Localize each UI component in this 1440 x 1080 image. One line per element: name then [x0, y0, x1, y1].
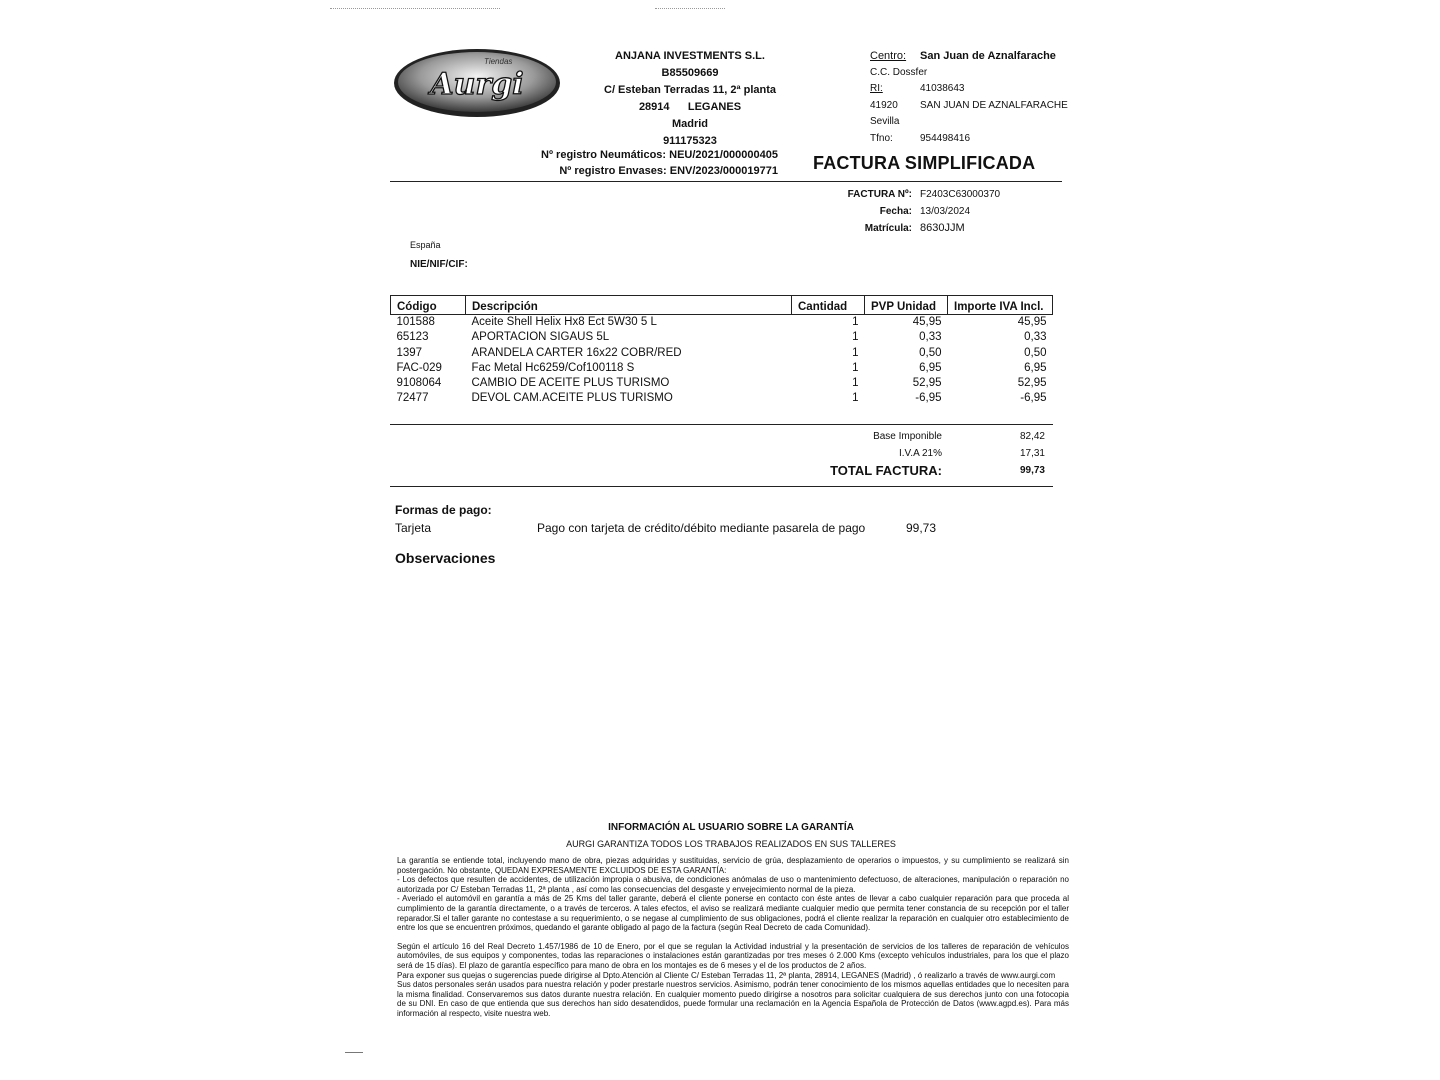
table-row [391, 391, 1053, 406]
row-cantidad: 1 [852, 392, 859, 405]
col-codigo: Código [391, 296, 466, 315]
row-codigo: 9108064 [396, 377, 442, 390]
aurgi-logo [392, 42, 562, 120]
factura-label: FACTURA Nº: [847, 189, 912, 200]
col-descripcion: Descripción [466, 296, 792, 315]
company-city: 28914 LEGANES [638, 101, 742, 113]
garantia-title: INFORMACIÓN AL USUARIO SOBRE LA GARANTÍA [608, 822, 854, 833]
observaciones-title: Observaciones [395, 550, 496, 566]
scan-artifact-top-2 [655, 8, 725, 9]
tfno-value: 954498416 [920, 132, 971, 144]
row-importe: 45,95 [1017, 316, 1047, 328]
row-descripcion: DEVOL CAM.ACEITE PLUS TURISMO [471, 392, 673, 405]
table-row [391, 315, 1053, 331]
logo-text: Aurgi [430, 67, 524, 102]
company-name: ANJANA INVESTMENTS S.L. [615, 50, 765, 62]
row-cantidad: 1 [852, 316, 859, 328]
centro-province: Sevilla [870, 116, 900, 127]
table-row [391, 346, 1053, 361]
reg-envases: Nº registro Envases: ENV/2023/000019771 [559, 165, 778, 177]
header-divider [390, 181, 1062, 182]
table-row [391, 376, 1053, 391]
row-descripcion: Fac Metal Hc6259/Cof100118 S [471, 361, 635, 374]
row-pvp: 0,33 [919, 331, 942, 344]
row-importe: 0,33 [1024, 331, 1047, 344]
row-pvp: 52,95 [912, 377, 942, 390]
centro-label: Centro: [870, 50, 907, 62]
company-address: C/ Esteban Terradas 11, 2ª planta [604, 84, 776, 96]
centro-block [870, 48, 1068, 147]
row-pvp: 45,95 [912, 316, 942, 328]
table-row [391, 330, 1053, 345]
logo-small-text: Tiendas [484, 57, 513, 66]
ri-label: RI: [870, 83, 883, 94]
total-value: 99,73 [1019, 465, 1045, 476]
row-descripcion: CAMBIO DE ACEITE PLUS TURISMO [471, 377, 670, 390]
row-pvp: 6,95 [919, 361, 942, 374]
row-codigo: FAC-029 [396, 361, 442, 374]
matricula-value: 8630JJM [920, 222, 965, 234]
base-label: Base Imponible [873, 431, 942, 442]
pago-title: Formas de pago: [395, 503, 492, 517]
items-table [390, 295, 1053, 407]
row-descripcion: Aceite Shell Helix Hx8 Ect 5W30 5 L [471, 316, 657, 328]
company-cif: B85509669 [661, 67, 719, 79]
scan-artifact-bottom [345, 1052, 363, 1053]
row-codigo: 72477 [396, 392, 429, 405]
table-row [391, 361, 1053, 376]
row-importe: -6,95 [1020, 392, 1047, 405]
row-codigo: 101588 [396, 316, 435, 328]
garantia-subtitle: AURGI GARANTIZA TODOS LOS TRABAJOS REALIZADOS EN SUS TALLERES [566, 839, 896, 849]
cliente-pais: España [410, 240, 441, 250]
row-importe: 0,50 [1024, 346, 1047, 359]
col-cantidad: Cantidad [792, 296, 865, 315]
company-phone: 911175323 [663, 135, 717, 147]
total-label: TOTAL FACTURA: [830, 463, 942, 478]
reg-neumaticos: Nº registro Neumáticos: NEU/2021/000000405 [541, 149, 778, 161]
row-importe: 52,95 [1017, 377, 1047, 390]
table-bottom-divider [390, 424, 1053, 425]
document-title: FACTURA SIMPLIFICADA [813, 153, 1036, 173]
fecha-label: Fecha: [879, 206, 912, 217]
totals-divider [390, 486, 1053, 487]
row-descripcion: APORTACION SIGAUS 5L [471, 331, 610, 344]
row-pvp: 0,50 [919, 346, 942, 359]
row-cantidad: 1 [852, 361, 859, 374]
centro-sub: C.C. Dossfer [870, 66, 928, 78]
garantia-p6: Sus datos personales serán usados para nuestra relación y poder prestarle nuestros servicios. Asimismo, podrán tener conocimiento de los mismos aquellas entidades que lo necesiten para la misma finalidad. Conservaremos sus datos durante nuestra relación. En cualquier momento puedo dirigirse a nosotros para solicitar cualquiera de sus derechos junto con una fotocopia de su DNI. En caso de que entienda que sus derechos han sido desatendidos, puede formular una reclamación en la Agencia Española de Protección de Datos (www.agpd.es). Para más información al respecto, visite nuestra web. [397, 980, 1069, 1018]
garantia-p2: - Los defectos que resulten de accidentes, de utilización impropia o abusiva, de condiciones anómalas de uso o mantenimiento defectuoso, de alteraciones, manipulación o reparación no autorizada por C/ Esteban Terradas 11, 2ª planta , así como las consecuencias del desgaste y envejecimiento normal de la pieza. [397, 875, 1069, 894]
row-cantidad: 1 [852, 377, 859, 390]
col-pvp: PVP Unidad [865, 296, 948, 315]
row-codigo: 1397 [396, 346, 423, 359]
factura-number: F2403C63000370 [920, 189, 1001, 200]
pago-description: Pago con tarjeta de crédito/débito mediante pasarela de pago [537, 521, 866, 535]
company-province: Madrid [671, 118, 709, 130]
centro-name: San Juan de Aznalfarache [920, 50, 1056, 62]
col-importe: Importe IVA Incl. [948, 296, 1053, 315]
garantia-p3: - Averiado el automóvil en garantía a más de 25 Kms del taller garante, deberá el cliente ponerse en contacto con éste antes de llevar a cabo cualquier reparación para que proceda al cumplimiento de la garantía directamente, o a través de terceros. A tales efectos, el aviso se realizará mediante cualquier medio que permita tener constancia de su recepción por el taller reparador.Si el taller garante no contestase a su requerimiento, o se negase al cumplimiento de sus obligaciones, podrá el cliente realizar la reparación en cualquier otro establecimiento de entre los que se encuentren próximos, quedando el garante obligado al pago de la factura (según Real Decreto de cada Comunidad). [397, 894, 1069, 933]
row-descripcion: ARANDELA CARTER 16x22 COBR/RED [471, 346, 682, 359]
table-header-row [391, 296, 1053, 315]
centro-city: SAN JUAN DE AZNALFARACHE [920, 99, 1068, 111]
base-value: 82,42 [1019, 431, 1045, 442]
iva-value: 17,31 [1019, 448, 1045, 459]
matricula-label: Matrícula: [864, 223, 912, 234]
row-pvp: -6,95 [915, 392, 942, 405]
invoice-meta [800, 186, 1000, 237]
tfno-label: Tfno: [870, 132, 893, 144]
centro-cp: 41920 [870, 99, 898, 111]
scan-artifact-top [330, 8, 500, 9]
totals-block [760, 428, 1045, 479]
company-block [540, 48, 840, 150]
row-cantidad: 1 [852, 346, 859, 359]
registry-block [500, 147, 778, 179]
row-importe: 6,95 [1024, 361, 1047, 374]
row-cantidad: 1 [852, 331, 859, 344]
fecha-value: 13/03/2024 [920, 206, 971, 217]
garantia-body [397, 856, 1069, 1019]
garantia-p1: La garantía se entiende total, incluyendo mano de obra, piezas adquiridas y sustituidas, servicio de grúa, desplazamiento de operarios o impuestos, y su cumplimiento se realizará sin postergación. No obstante, QUEDAN EXPRESAMENTE EXCLUIDOS DE ESTA GARANTÍA: [397, 856, 1069, 875]
nie-label: NIE/NIF/CIF: [410, 259, 468, 270]
ri-value: 41038643 [920, 83, 965, 94]
garantia-p5: Para exponer sus quejas o sugerencias puede dirigirse al Dpto.Atención al Cliente C/ Esteban Terradas 11, 2ª planta, 28914, LEGANES (Madrid) , ó realizarlo a través de www.aurgi.com [397, 970, 1056, 980]
iva-label: I.V.A 21% [899, 448, 942, 459]
pago-method: Tarjeta [395, 521, 432, 535]
garantia-p4: Según el artículo 16 del Real Decreto 1.457/1986 de 10 de Enero, por el que se regulan la Actividad industrial y la presentación de servicios de los talleres de reparación de vehículos automóviles, de sus equipos y componentes, todas las reparaciones o instalaciones están garantizadas por tres meses ó 2.000 Kms (excepto vehículos industriales, para los que el plazo será de 15 días). El plazo de garantía específico para mano de obra en los montajes es de 6 meses y el de los productos de 2 años. [397, 941, 1069, 970]
pago-amount: 99,73 [906, 521, 937, 535]
row-codigo: 65123 [396, 331, 429, 344]
